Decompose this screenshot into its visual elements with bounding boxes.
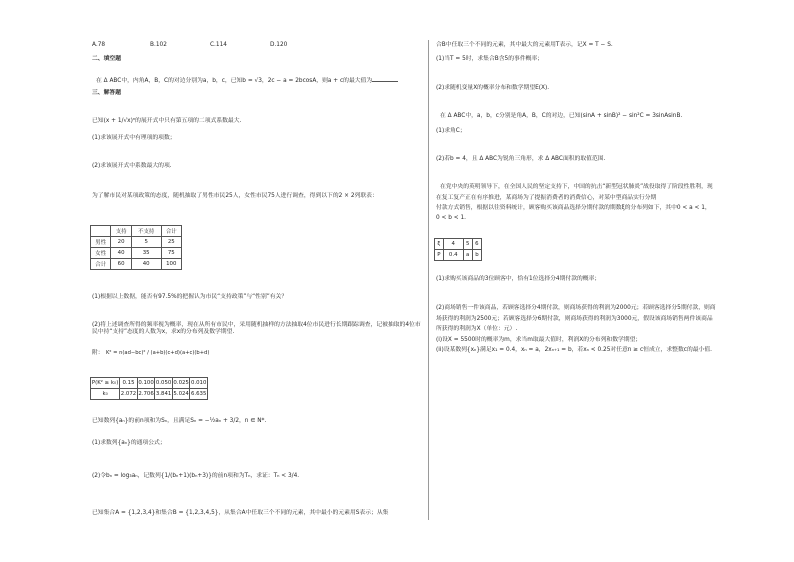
table-cell: 0.010: [190, 378, 208, 389]
fill-question: 在 Δ ABC中，内角A，B，C的对边分别为a，b，c，已知b = √3，2c − a = 2bcosA，则a + c的最大值为: [96, 76, 398, 85]
table-cell: 0.050: [155, 378, 173, 389]
q1-part1: (1)求该展开式中有理项的项数；: [92, 135, 176, 141]
table-row: [91, 378, 208, 389]
table-cell: 5: [131, 237, 161, 248]
column-divider: [428, 40, 429, 520]
q6-intro-line2: 在复工复产正在有序推进，某商场为了提振消费者的消费信心，对某中型商品实行分期: [436, 195, 657, 201]
q5-intro: 在 Δ ABC中，a，b，c分别是角A，B，C的对边，已知(sinA + sinB)² − sin²C = 3sinAsinB.: [440, 113, 683, 119]
table-cell: b: [472, 250, 481, 261]
table-cell: 100: [161, 259, 181, 270]
section-answer-heading: 三、解答题: [92, 90, 121, 96]
table-cell: 6: [472, 239, 481, 250]
table-cell: k₀: [91, 389, 120, 400]
table-cell: P(K² ≥ k₀): [91, 378, 120, 389]
q2-formula-label: 附：: [92, 350, 104, 356]
option-d: D.120: [270, 42, 288, 48]
table-cell: 0.4: [443, 250, 463, 261]
option-c: C.114: [210, 42, 227, 48]
table-cell: 不支持: [131, 226, 161, 237]
table-row: [91, 389, 208, 400]
table-cell: 0.100: [137, 378, 155, 389]
option-a: A.78: [92, 42, 106, 48]
q2-intro: 为了解市民对某项政策的态度，随机抽取了男性市民25人，女性市民75人进行调查，得到以下的2 × 2列联表：: [92, 193, 378, 199]
table-cell: 5.024: [172, 389, 190, 400]
table-cell: 40: [131, 259, 161, 270]
table-cell: P: [435, 250, 444, 261]
table-cell: 合计: [161, 226, 181, 237]
critical-value-table: [90, 377, 208, 400]
section-fill-heading: 二、填空题: [92, 56, 121, 62]
table-cell: 4: [443, 239, 463, 250]
table-cell: 男性: [91, 237, 111, 248]
q6-part3-line2: (ii)设某数列{xₙ}满足x₁ = 0.4，xₙ = a，2xₙ₊₁ = b，若xₙ < 0.25对任意n ≥ c恒成立，求整数c的最小值.: [436, 347, 712, 353]
q4-part1: (1)当T = 5时，求集合B含5的事件概率；: [436, 56, 544, 62]
q6-intro-line1: 在党中央的英明领导下，在全国人民的坚定支持下，中国的抗击“新型冠状肺炎”战役取得了阶段性胜利，现: [440, 184, 713, 190]
q6-part2-line1: (2)商场销售一件该商品，若顾客选择分4期付款，则商场获得的利润为2000元；若顾客选择分5期付款，则商: [436, 305, 716, 311]
q1-part2: (2)求该展开式中系数最大的项.: [92, 163, 172, 169]
table-cell: 25: [161, 237, 181, 248]
table-cell: 2.706: [137, 389, 155, 400]
table-row: [91, 248, 182, 259]
q4-part2: (2)求随机变量X的概率分布和数学期望E(X).: [436, 85, 550, 91]
table-row: [435, 239, 482, 250]
q6-part2-line2: 场获得的利润为2500元；若顾客选择分6期付款，则商场获得的利润为3000元，假设该商场销售两件该商品: [436, 316, 713, 322]
table-cell: 合计: [91, 259, 111, 270]
q1-intro: 已知(x + 1/√x)ⁿ的展开式中只有第五项的二项式系数最大.: [92, 118, 242, 124]
table-cell: 支持: [111, 226, 131, 237]
table-cell: 6.635: [190, 389, 208, 400]
q6-part2-line3: 所获得的利润为X（单位：元）.: [436, 326, 518, 332]
q6-intro-line3: 付款方式销售，根据以往资料统计，顾客购买该商品选择分期付款的期数ξ的分布列如下，其中0 < a < 1，: [436, 205, 711, 211]
table-cell: 40: [111, 248, 131, 259]
q6-part3-line1: (i)设X = 5500时的概率为m，求当m取最大值时，利润X的分布列和数学期望；: [436, 337, 642, 343]
q3-intro: 已知数列{aₙ}的前n项和为Sₙ，且满足Sₙ = −½aₙ + 3/2，n ∈ N*.: [92, 418, 267, 424]
table-cell: ξ: [435, 239, 444, 250]
answer-blank: [372, 76, 398, 82]
q3-part2: (2)令bₙ = log₃aₙ，记数列{1/(bₙ+1)(bₙ+3)}的前n项和为Tₙ，求证：Tₙ < 3/4.: [92, 473, 300, 479]
q6-part1: (1)求购买该商品的3位顾客中，恰有1位选择分4期付款的概率；: [436, 276, 601, 282]
table-row: [91, 226, 182, 237]
table-cell: 75: [161, 248, 181, 259]
q4-continuation: 合B中任取三个不同的元素，其中最大的元素用T表示，记X = T − S.: [436, 42, 613, 48]
table-cell: a: [463, 250, 472, 261]
q2-part1: (1)根据以上数据，能否有97.5%的把握认为市民“支持政策”与“性别”有关？: [92, 294, 288, 300]
q2-part2: (2)将上述调查所得的频率视为概率，现在从所有市民中，采用随机抽样的方法抽取4位市民进行长期跟踪调查，记被抽取的4位市民中持“支持”态度的人数为x，求x的分布列及数学期望.: [92, 322, 421, 335]
q3-part1: (1)求数列{aₙ}的通项公式；: [92, 440, 166, 446]
distribution-table: [434, 238, 482, 261]
table-row: [91, 237, 182, 248]
table-cell: [91, 226, 111, 237]
table-cell: 2.072: [120, 389, 138, 400]
table-row: [91, 259, 182, 270]
table-row: [435, 250, 482, 261]
table-cell: 5: [463, 239, 472, 250]
q5-part2: (2)若b = 4，且 Δ ABC为锐角三角形，求 Δ ABC面积的取值范围.: [436, 156, 606, 162]
table-cell: 0.15: [120, 378, 138, 389]
q6-intro-line4: 0 < b < 1.: [436, 215, 466, 221]
option-b: B.102: [150, 42, 167, 48]
table-cell: 20: [111, 237, 131, 248]
table-cell: 35: [131, 248, 161, 259]
table-cell: 0.025: [172, 378, 190, 389]
q5-part1: (1)求角C；: [436, 128, 466, 134]
contingency-table: [90, 225, 182, 270]
q4-intro: 已知集合A = {1,2,3,4}和集合B = {1,2,3,4,5}，从集合A中任取三个不同的元素，其中最小的元素用S表示；从集: [92, 510, 389, 516]
table-cell: 3.841: [155, 389, 173, 400]
table-cell: 女性: [91, 248, 111, 259]
q2-formula: K² = n(ad−bc)² / (a+b)(c+d)(a+c)(b+d): [106, 350, 210, 356]
table-cell: 60: [111, 259, 131, 270]
